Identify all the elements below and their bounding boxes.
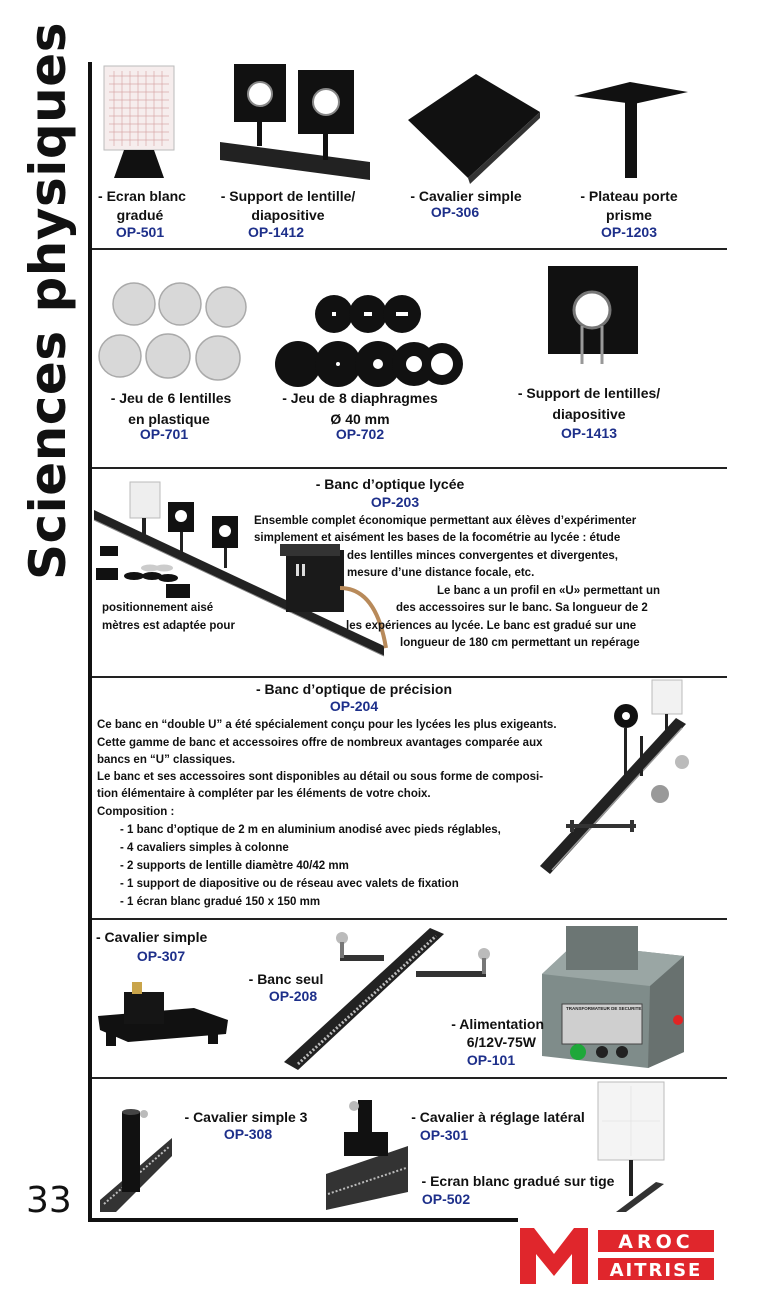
screen-on-rod-label: - Ecran blanc gradué sur tige — [421, 1173, 615, 1189]
bench-alone-code: OP-208 — [268, 988, 318, 1004]
page-number: 33 — [26, 1180, 72, 1221]
lens-support-label: - Support de lentille/ — [220, 188, 356, 204]
lateral-rider-label: - Cavalier à réglage latéral — [411, 1109, 585, 1125]
screen-on-rod-image — [596, 1080, 668, 1212]
precision-item-1: - 1 banc d’optique de 2 m en aluminium anodisé avec pieds réglables, — [120, 824, 501, 836]
lycee-left-line-1: positionnement aisé — [102, 602, 214, 614]
lycee-text-line-1: Ensemble complet économique permettant aux élèves d’expérimenter — [254, 515, 637, 527]
frame-bottom-line — [88, 1218, 518, 1222]
transformer-plate-text: TRANSFORMATEUR DE SECURITE — [566, 1006, 642, 1011]
lateral-rider-code: OP-301 — [419, 1127, 469, 1143]
precision-text-line-4: Le banc et ses accessoires sont disponibles au détail ou sous forme de composi- — [97, 771, 544, 783]
precision-item-4: - 1 support de diapositive ou de réseau avec valets de fixation — [120, 878, 459, 890]
precision-text-line-1: Ce banc en “double U” a été spécialement conçu pour les lycées les plus exigeants. — [97, 719, 557, 731]
rider-307-image — [98, 972, 230, 1052]
power-supply-code: OP-101 — [466, 1052, 516, 1068]
side-title: Sciences physiques — [19, 22, 77, 580]
screen-on-rod-code: OP-502 — [421, 1191, 471, 1207]
power-supply-image — [540, 924, 688, 1070]
screen-label-2: gradué — [116, 207, 164, 223]
simple-rider-code: OP-306 — [430, 204, 480, 220]
rider-307-label: - Cavalier simple — [96, 929, 208, 945]
precision-text-line-3: bancs en “U” classiques. — [97, 754, 236, 766]
logo-text-1: AROC — [618, 1231, 694, 1253]
lens-support-image — [220, 62, 370, 182]
lycee-text-line-8: longueur de 180 cm permettant un repérage — [400, 637, 640, 649]
prism-plate-label-2: prisme — [606, 207, 652, 223]
graduated-screen-image — [104, 66, 176, 180]
precision-item-5: - 1 écran blanc gradué 150 x 150 mm — [120, 896, 321, 908]
lycee-text-line-2: simplement et aisément les bases de la focométrie au lycée : étude — [254, 532, 621, 544]
lycee-text-line-6: des accessoires sur le banc. Sa longueur de 2 — [396, 602, 648, 614]
rider-308-label: - Cavalier simple 3 — [184, 1109, 308, 1125]
prism-plate-image — [572, 80, 690, 180]
precision-text-line-2: Cette gamme de banc et accessoires offre de nombreux avantages comparée aux — [97, 737, 543, 749]
maroc-maitrise-logo — [518, 1224, 718, 1286]
lycee-text-line-3: des lentilles minces convergentes et divergentes, — [347, 550, 618, 562]
separator-5 — [92, 1077, 727, 1079]
lens-set-label: - Jeu de 6 lentilles — [110, 390, 232, 406]
rider-308-image — [96, 1100, 176, 1212]
diaphragm-set-label-2: Ø 40 mm — [330, 411, 390, 427]
precision-item-2: - 4 cavaliers simples à colonne — [120, 842, 289, 854]
simple-rider-label: - Cavalier simple — [410, 188, 522, 204]
separator-4 — [92, 918, 727, 920]
diaphragm-set-image — [274, 294, 464, 390]
lycee-text-line-4: mesure d’une distance focale, etc. — [347, 567, 535, 579]
lycee-bench-code: OP-203 — [370, 494, 420, 510]
diaphragm-set-label: - Jeu de 8 diaphragmes — [282, 390, 438, 406]
lycee-text-line-7: les expériences au lycée. Le banc est gradué sur une — [346, 620, 637, 632]
lens-support-2-code: OP-1413 — [560, 425, 618, 441]
screen-label: - Ecran blanc — [98, 188, 186, 204]
diaphragm-set-code: OP-702 — [335, 426, 385, 442]
bench-alone-label: - Banc seul — [248, 971, 324, 987]
prism-plate-label: - Plateau porte — [580, 188, 678, 204]
precision-bench-code: OP-204 — [329, 698, 379, 714]
precision-item-3: - 2 supports de lentille diamètre 40/42 mm — [120, 860, 349, 872]
rider-308-code: OP-308 — [223, 1126, 273, 1142]
precision-bench-image — [536, 676, 698, 886]
precision-text-line-5: tion élémentaire à compléter par les éléments de votre choix. — [97, 788, 431, 800]
lateral-rider-image — [326, 1092, 408, 1210]
lens-set-code: OP-701 — [139, 426, 189, 442]
separator-2 — [92, 467, 727, 469]
lycee-text-line-5: Le banc a un profil en «U» permettant un — [437, 585, 661, 597]
lens-set-image — [100, 282, 248, 382]
lens-support-2-label-2: diapositive — [552, 406, 626, 422]
logo-text-2: AITRISE — [609, 1260, 703, 1281]
lens-support-2-image — [546, 264, 640, 374]
prism-plate-code: OP-1203 — [600, 224, 658, 240]
simple-rider-image — [406, 72, 542, 182]
rider-307-code: OP-307 — [136, 948, 186, 964]
lens-support-code: OP-1412 — [247, 224, 305, 240]
lens-support-label-2: diapositive — [251, 207, 325, 223]
lens-support-2-label: - Support de lentilles/ — [517, 385, 661, 401]
power-supply-label-2: 6/12V-75W — [466, 1034, 536, 1050]
screen-code: OP-501 — [115, 224, 165, 240]
precision-bench-title: - Banc d’optique de précision — [255, 681, 453, 697]
separator-1 — [92, 248, 727, 250]
lycee-left-line-2: mètres est adaptée pour — [102, 620, 235, 632]
lens-set-label-2: en plastique — [128, 411, 210, 427]
precision-text-line-6: Composition : — [97, 806, 175, 818]
lycee-bench-title: - Banc d’optique lycée — [315, 476, 465, 492]
power-supply-label: - Alimentation — [451, 1016, 544, 1032]
